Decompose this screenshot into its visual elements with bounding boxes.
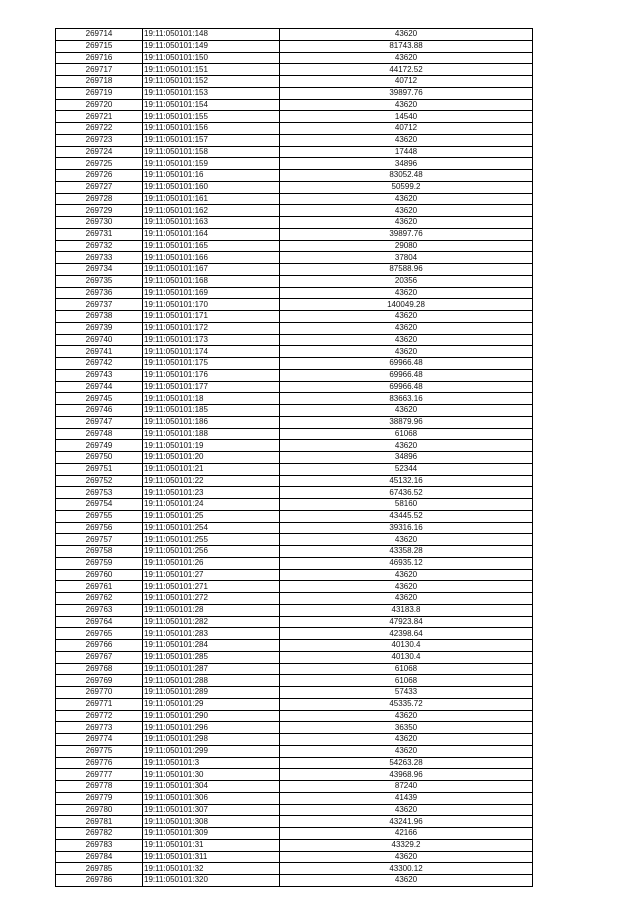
table-row: [56, 393, 532, 405]
cadastral-number-cell: 19:11:050101:306: [143, 792, 280, 804]
value-cell: 43620: [280, 745, 533, 757]
row-id-cell: 269716: [56, 52, 143, 64]
value-cell: 38879.96: [280, 416, 533, 428]
table-row: [56, 663, 532, 675]
value-cell: 43620: [280, 287, 533, 299]
row-id-cell: 269779: [56, 792, 143, 804]
table-row: [56, 745, 532, 757]
row-id-cell: 269719: [56, 87, 143, 99]
row-id-cell: 269737: [56, 299, 143, 311]
row-id-cell: 269729: [56, 205, 143, 217]
value-cell: 43620: [280, 804, 533, 816]
cadastral-number-cell: 19:11:050101:173: [143, 334, 280, 346]
row-id-cell: 269736: [56, 287, 143, 299]
value-cell: 57433: [280, 687, 533, 699]
cadastral-number-cell: 19:11:050101:271: [143, 581, 280, 593]
table-row: [56, 146, 532, 158]
table-row: [56, 228, 532, 240]
cadastral-number-cell: 19:11:050101:162: [143, 205, 280, 217]
cadastral-number-cell: 19:11:050101:186: [143, 416, 280, 428]
value-cell: 69966.48: [280, 369, 533, 381]
cadastral-number-cell: 19:11:050101:175: [143, 358, 280, 370]
table-row: [56, 804, 532, 816]
row-id-cell: 269757: [56, 534, 143, 546]
table-row: [56, 828, 532, 840]
row-id-cell: 269728: [56, 193, 143, 205]
cadastral-number-cell: 19:11:050101:155: [143, 111, 280, 123]
value-cell: 40712: [280, 76, 533, 88]
row-id-cell: 269733: [56, 252, 143, 264]
table-row: [56, 687, 532, 699]
cadastral-number-cell: 19:11:050101:171: [143, 311, 280, 323]
table-row: [56, 416, 532, 428]
value-cell: 87588.96: [280, 264, 533, 276]
cadastral-number-cell: 19:11:050101:21: [143, 463, 280, 475]
value-cell: 43620: [280, 193, 533, 205]
cadastral-number-cell: 19:11:050101:285: [143, 651, 280, 663]
value-cell: 43620: [280, 334, 533, 346]
value-cell: 43620: [280, 217, 533, 229]
row-id-cell: 269732: [56, 240, 143, 252]
table-row: [56, 134, 532, 146]
table-row: [56, 334, 532, 346]
row-id-cell: 269782: [56, 828, 143, 840]
row-id-cell: 269715: [56, 40, 143, 52]
row-id-cell: 269722: [56, 123, 143, 135]
value-cell: 36350: [280, 722, 533, 734]
row-id-cell: 269741: [56, 346, 143, 358]
cadastral-number-cell: 19:11:050101:289: [143, 687, 280, 699]
cadastral-number-cell: 19:11:050101:304: [143, 781, 280, 793]
row-id-cell: 269776: [56, 757, 143, 769]
table-row: [56, 287, 532, 299]
value-cell: 58160: [280, 499, 533, 511]
cadastral-number-cell: 19:11:050101:308: [143, 816, 280, 828]
value-cell: 140049.28: [280, 299, 533, 311]
row-id-cell: 269740: [56, 334, 143, 346]
value-cell: 61068: [280, 675, 533, 687]
value-cell: 17448: [280, 146, 533, 158]
cadastral-number-cell: 19:11:050101:159: [143, 158, 280, 170]
row-id-cell: 269748: [56, 428, 143, 440]
value-cell: 43445.52: [280, 510, 533, 522]
table-row: [56, 346, 532, 358]
cadastral-number-cell: 19:11:050101:176: [143, 369, 280, 381]
table-body: [56, 29, 532, 886]
cadastral-number-cell: 19:11:050101:20: [143, 452, 280, 464]
table-row: [56, 769, 532, 781]
cadastral-number-cell: 19:11:050101:188: [143, 428, 280, 440]
table-row: [56, 275, 532, 287]
table-row: [56, 651, 532, 663]
row-id-cell: 269739: [56, 322, 143, 334]
cadastral-number-cell: 19:11:050101:287: [143, 663, 280, 675]
table-row: [56, 734, 532, 746]
row-id-cell: 269760: [56, 569, 143, 581]
value-cell: 43620: [280, 440, 533, 452]
row-id-cell: 269747: [56, 416, 143, 428]
value-cell: 43620: [280, 99, 533, 111]
cadastral-number-cell: 19:11:050101:30: [143, 769, 280, 781]
table-row: [56, 405, 532, 417]
value-cell: 20356: [280, 275, 533, 287]
cadastral-number-cell: 19:11:050101:28: [143, 604, 280, 616]
row-id-cell: 269780: [56, 804, 143, 816]
value-cell: 40130.4: [280, 651, 533, 663]
cadastral-number-cell: 19:11:050101:284: [143, 640, 280, 652]
cadastral-number-cell: 19:11:050101:160: [143, 181, 280, 193]
row-id-cell: 269765: [56, 628, 143, 640]
table-row: [56, 193, 532, 205]
table-row: [56, 99, 532, 111]
row-id-cell: 269738: [56, 311, 143, 323]
cadastral-number-cell: 19:11:050101:282: [143, 616, 280, 628]
table-row: [56, 475, 532, 487]
value-cell: 34896: [280, 158, 533, 170]
value-cell: 34896: [280, 452, 533, 464]
table-row: [56, 123, 532, 135]
cadastral-number-cell: 19:11:050101:307: [143, 804, 280, 816]
cadastral-number-cell: 19:11:050101:185: [143, 405, 280, 417]
value-cell: 67436.52: [280, 487, 533, 499]
table-row: [56, 322, 532, 334]
cadastral-number-cell: 19:11:050101:24: [143, 499, 280, 511]
row-id-cell: 269742: [56, 358, 143, 370]
table-row: [56, 593, 532, 605]
row-id-cell: 269766: [56, 640, 143, 652]
cadastral-number-cell: 19:11:050101:157: [143, 134, 280, 146]
table-row: [56, 875, 532, 887]
row-id-cell: 269767: [56, 651, 143, 663]
row-id-cell: 269762: [56, 593, 143, 605]
table-row: [56, 111, 532, 123]
cadastral-number-cell: 19:11:050101:255: [143, 534, 280, 546]
row-id-cell: 269775: [56, 745, 143, 757]
row-id-cell: 269743: [56, 369, 143, 381]
row-id-cell: 269763: [56, 604, 143, 616]
value-cell: 40130.4: [280, 640, 533, 652]
value-cell: 43358.28: [280, 546, 533, 558]
row-id-cell: 269783: [56, 839, 143, 851]
table-row: [56, 52, 532, 64]
cadastral-number-cell: 19:11:050101:31: [143, 839, 280, 851]
row-id-cell: 269764: [56, 616, 143, 628]
row-id-cell: 269735: [56, 275, 143, 287]
value-cell: 69966.48: [280, 358, 533, 370]
cadastral-number-cell: 19:11:050101:25: [143, 510, 280, 522]
row-id-cell: 269751: [56, 463, 143, 475]
cadastral-number-cell: 19:11:050101:298: [143, 734, 280, 746]
row-id-cell: 269772: [56, 710, 143, 722]
table-row: [56, 87, 532, 99]
value-cell: 42166: [280, 828, 533, 840]
cadastral-number-cell: 19:11:050101:256: [143, 546, 280, 558]
row-id-cell: 269769: [56, 675, 143, 687]
row-id-cell: 269784: [56, 851, 143, 863]
cadastral-number-cell: 19:11:050101:19: [143, 440, 280, 452]
value-cell: 39897.76: [280, 87, 533, 99]
value-cell: 52344: [280, 463, 533, 475]
table-row: [56, 581, 532, 593]
value-cell: 54263.28: [280, 757, 533, 769]
value-cell: 43620: [280, 311, 533, 323]
table-row: [56, 64, 532, 76]
table-row: [56, 358, 532, 370]
row-id-cell: 269770: [56, 687, 143, 699]
value-cell: 41439: [280, 792, 533, 804]
value-cell: 43620: [280, 534, 533, 546]
cadastral-number-cell: 19:11:050101:309: [143, 828, 280, 840]
value-cell: 50599.2: [280, 181, 533, 193]
cadastral-number-cell: 19:11:050101:168: [143, 275, 280, 287]
value-cell: 43620: [280, 581, 533, 593]
row-id-cell: 269730: [56, 217, 143, 229]
table-row: [56, 839, 532, 851]
table-row: [56, 851, 532, 863]
cadastral-number-cell: 19:11:050101:27: [143, 569, 280, 581]
cadastral-number-cell: 19:11:050101:161: [143, 193, 280, 205]
cadastral-number-cell: 19:11:050101:158: [143, 146, 280, 158]
value-cell: 29080: [280, 240, 533, 252]
table-row: [56, 534, 532, 546]
value-cell: 81743.88: [280, 40, 533, 52]
data-table-sheet: [55, 28, 533, 887]
table-row: [56, 440, 532, 452]
table-row: [56, 640, 532, 652]
value-cell: 43620: [280, 851, 533, 863]
table-row: [56, 557, 532, 569]
table-row: [56, 757, 532, 769]
table-row: [56, 205, 532, 217]
table-row: [56, 604, 532, 616]
table-row: [56, 170, 532, 182]
row-id-cell: 269756: [56, 522, 143, 534]
table-row: [56, 311, 532, 323]
table-row: [56, 546, 532, 558]
row-id-cell: 269745: [56, 393, 143, 405]
value-cell: 43329.2: [280, 839, 533, 851]
cadastral-number-cell: 19:11:050101:154: [143, 99, 280, 111]
value-cell: 69966.48: [280, 381, 533, 393]
value-cell: 87240: [280, 781, 533, 793]
value-cell: 43620: [280, 405, 533, 417]
value-cell: 61068: [280, 428, 533, 440]
table-row: [56, 487, 532, 499]
table-row: [56, 616, 532, 628]
value-cell: 14540: [280, 111, 533, 123]
row-id-cell: 269758: [56, 546, 143, 558]
value-cell: 45132.16: [280, 475, 533, 487]
cadastral-number-cell: 19:11:050101:152: [143, 76, 280, 88]
table-row: [56, 510, 532, 522]
value-cell: 43620: [280, 710, 533, 722]
row-id-cell: 269734: [56, 264, 143, 276]
table-row: [56, 722, 532, 734]
cadastral-number-cell: 19:11:050101:32: [143, 863, 280, 875]
value-cell: 61068: [280, 663, 533, 675]
value-cell: 42398.64: [280, 628, 533, 640]
cadastral-number-cell: 19:11:050101:22: [143, 475, 280, 487]
cadastral-number-cell: 19:11:050101:149: [143, 40, 280, 52]
table-row: [56, 240, 532, 252]
value-cell: 44172.52: [280, 64, 533, 76]
cadastral-number-cell: 19:11:050101:148: [143, 29, 280, 40]
row-id-cell: 269759: [56, 557, 143, 569]
cadastral-number-cell: 19:11:050101:174: [143, 346, 280, 358]
cadastral-number-cell: 19:11:050101:150: [143, 52, 280, 64]
cadastral-number-cell: 19:11:050101:288: [143, 675, 280, 687]
cadastral-number-cell: 19:11:050101:311: [143, 851, 280, 863]
value-cell: 39897.76: [280, 228, 533, 240]
row-id-cell: 269721: [56, 111, 143, 123]
row-id-cell: 269785: [56, 863, 143, 875]
cadastral-number-cell: 19:11:050101:165: [143, 240, 280, 252]
value-cell: 83663.16: [280, 393, 533, 405]
value-cell: 43620: [280, 734, 533, 746]
cadastral-number-cell: 19:11:050101:153: [143, 87, 280, 99]
value-cell: 47923.84: [280, 616, 533, 628]
value-cell: 43620: [280, 875, 533, 887]
value-cell: 40712: [280, 123, 533, 135]
value-cell: 46935.12: [280, 557, 533, 569]
value-cell: 43241.96: [280, 816, 533, 828]
cadastral-number-cell: 19:11:050101:296: [143, 722, 280, 734]
table-row: [56, 499, 532, 511]
value-cell: 43620: [280, 205, 533, 217]
row-id-cell: 269750: [56, 452, 143, 464]
row-id-cell: 269720: [56, 99, 143, 111]
value-cell: 43620: [280, 569, 533, 581]
row-id-cell: 269771: [56, 698, 143, 710]
row-id-cell: 269744: [56, 381, 143, 393]
table-row: [56, 158, 532, 170]
table-row: [56, 698, 532, 710]
value-cell: 43620: [280, 29, 533, 40]
row-id-cell: 269755: [56, 510, 143, 522]
value-cell: 43620: [280, 593, 533, 605]
table-row: [56, 29, 532, 40]
cadastral-number-cell: 19:11:050101:23: [143, 487, 280, 499]
cadastral-number-cell: 19:11:050101:169: [143, 287, 280, 299]
table-row: [56, 628, 532, 640]
value-cell: 43620: [280, 52, 533, 64]
value-cell: 43620: [280, 346, 533, 358]
table-row: [56, 252, 532, 264]
table-row: [56, 463, 532, 475]
cadastral-number-cell: 19:11:050101:299: [143, 745, 280, 757]
value-cell: 39316.16: [280, 522, 533, 534]
cadastral-number-cell: 19:11:050101:272: [143, 593, 280, 605]
row-id-cell: 269726: [56, 170, 143, 182]
table-row: [56, 792, 532, 804]
cadastral-number-cell: 19:11:050101:164: [143, 228, 280, 240]
row-id-cell: 269749: [56, 440, 143, 452]
cadastral-number-cell: 19:11:050101:156: [143, 123, 280, 135]
cadastral-number-cell: 19:11:050101:167: [143, 264, 280, 276]
table-row: [56, 299, 532, 311]
cadastral-number-cell: 19:11:050101:16: [143, 170, 280, 182]
cadastral-number-cell: 19:11:050101:166: [143, 252, 280, 264]
row-id-cell: 269723: [56, 134, 143, 146]
row-id-cell: 269761: [56, 581, 143, 593]
table-row: [56, 452, 532, 464]
cadastral-number-cell: 19:11:050101:26: [143, 557, 280, 569]
value-cell: 37804: [280, 252, 533, 264]
row-id-cell: 269727: [56, 181, 143, 193]
cadastral-number-cell: 19:11:050101:3: [143, 757, 280, 769]
value-cell: 43620: [280, 134, 533, 146]
value-cell: 45335.72: [280, 698, 533, 710]
table-row: [56, 217, 532, 229]
table-row: [56, 522, 532, 534]
row-id-cell: 269718: [56, 76, 143, 88]
table-row: [56, 710, 532, 722]
cadastral-number-cell: 19:11:050101:18: [143, 393, 280, 405]
table-row: [56, 816, 532, 828]
cadastral-number-cell: 19:11:050101:170: [143, 299, 280, 311]
cadastral-number-cell: 19:11:050101:320: [143, 875, 280, 887]
cadastral-number-cell: 19:11:050101:172: [143, 322, 280, 334]
table-row: [56, 569, 532, 581]
row-id-cell: 269717: [56, 64, 143, 76]
table-row: [56, 181, 532, 193]
value-cell: 43300.12: [280, 863, 533, 875]
cadastral-number-cell: 19:11:050101:151: [143, 64, 280, 76]
row-id-cell: 269752: [56, 475, 143, 487]
table-row: [56, 428, 532, 440]
cadastral-number-cell: 19:11:050101:29: [143, 698, 280, 710]
cadastral-value-table: [56, 29, 532, 887]
row-id-cell: 269777: [56, 769, 143, 781]
cadastral-number-cell: 19:11:050101:177: [143, 381, 280, 393]
row-id-cell: 269778: [56, 781, 143, 793]
row-id-cell: 269746: [56, 405, 143, 417]
table-row: [56, 264, 532, 276]
row-id-cell: 269768: [56, 663, 143, 675]
row-id-cell: 269714: [56, 29, 143, 40]
value-cell: 43183.8: [280, 604, 533, 616]
row-id-cell: 269754: [56, 499, 143, 511]
row-id-cell: 269774: [56, 734, 143, 746]
cadastral-number-cell: 19:11:050101:254: [143, 522, 280, 534]
cadastral-number-cell: 19:11:050101:283: [143, 628, 280, 640]
table-row: [56, 863, 532, 875]
table-row: [56, 40, 532, 52]
cadastral-number-cell: 19:11:050101:163: [143, 217, 280, 229]
value-cell: 43620: [280, 322, 533, 334]
row-id-cell: 269724: [56, 146, 143, 158]
value-cell: 83052.48: [280, 170, 533, 182]
row-id-cell: 269725: [56, 158, 143, 170]
row-id-cell: 269773: [56, 722, 143, 734]
table-row: [56, 381, 532, 393]
table-row: [56, 781, 532, 793]
row-id-cell: 269781: [56, 816, 143, 828]
table-row: [56, 675, 532, 687]
row-id-cell: 269786: [56, 875, 143, 887]
row-id-cell: 269753: [56, 487, 143, 499]
table-row: [56, 369, 532, 381]
table-row: [56, 76, 532, 88]
cadastral-number-cell: 19:11:050101:290: [143, 710, 280, 722]
value-cell: 43968.96: [280, 769, 533, 781]
row-id-cell: 269731: [56, 228, 143, 240]
